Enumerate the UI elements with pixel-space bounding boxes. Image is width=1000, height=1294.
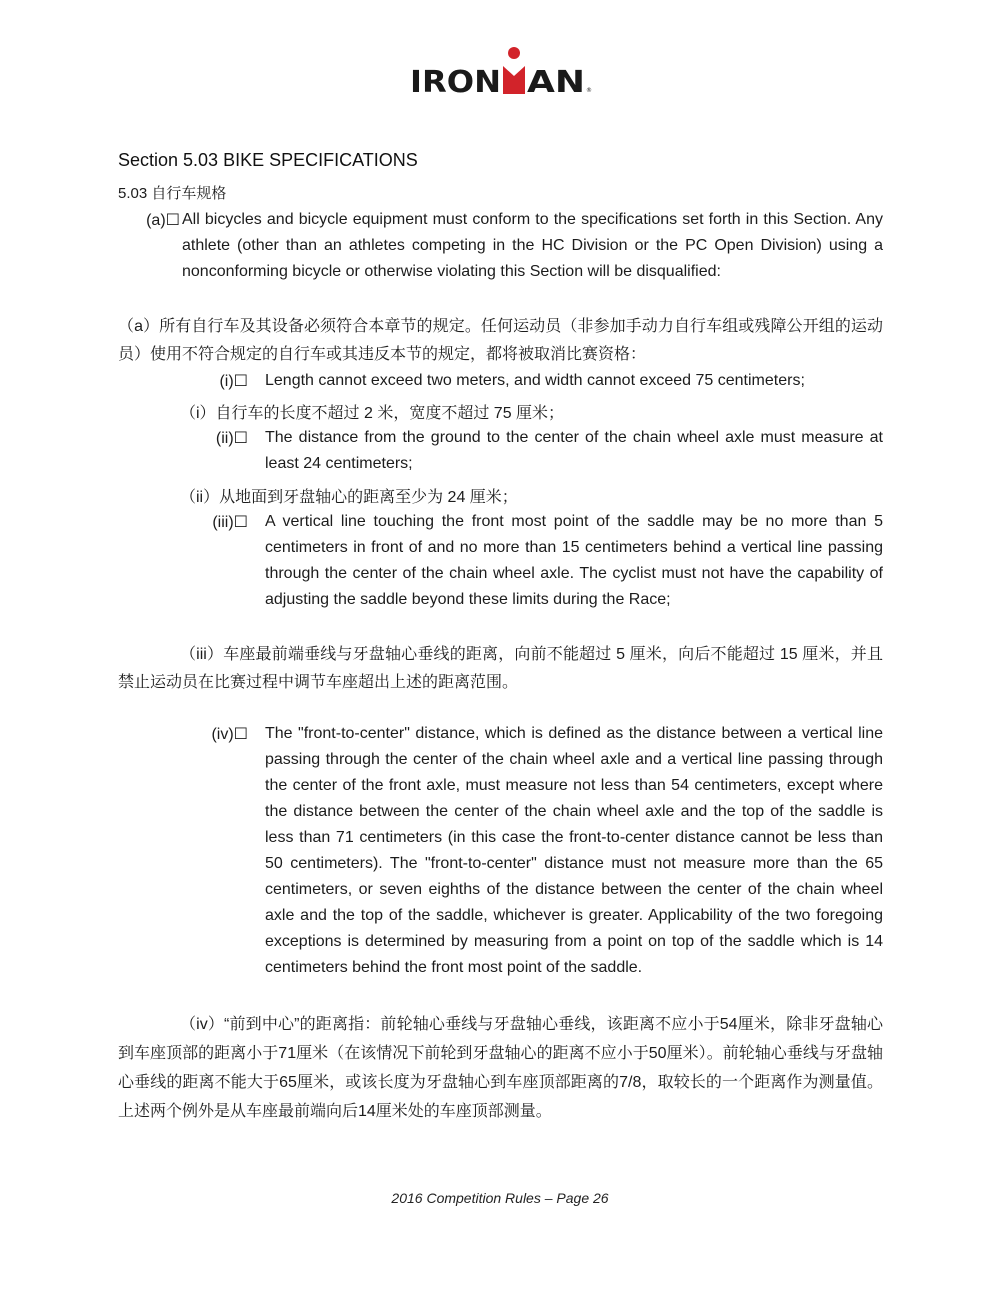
item-iv-zh: （iv）“前到中心”的距离指：前轮轴心垂线与牙盘轴心垂线，该距离不应小于54厘米，除非牙盘轴心到车座顶部的距离小于71厘米（在该情况下前轮到牙盘轴心的距离不应小于50厘米）。前轮轴心垂线与牙盘轴心垂线的距离不能大于65厘米，或该长度为牙盘轴心到车座顶部距离的7/8，取较长的一个距离作为测量值。上述两个例外是从车座最前端向后14厘米处的车座顶部测量。 (118, 1016, 883, 1120)
item-iv-label: (iv)☐ (211, 726, 248, 743)
section-subtitle-zh: 5.03 自行车规格 (118, 185, 227, 202)
item-iv-text: The "front-to-center" distance, which is defined as the distance between a vertical line passing through the center of the chain wheel axle and a vertical line passing through the center of the front axle, must measure not less than 54 centimeters, except where the distance between the center of the chain wheel axle and the top of the saddle is less than 71 centimeters (in this case the front-to-center distance cannot be less than 50 centimeters). The "front-to-center" distance must not measure more than the 65 centimeters, or seven eighths of the distance between the center of the chain wheel axle and the top of the saddle, whichever is greater. Applicability of the two foregoing exceptions is determined by measuring from a point on top of the saddle which is 14 centimeters behind the front most point of the saddle. (265, 725, 883, 976)
item-a-text: All bicycles and bicycle equipment must conform to the specifications set forth in this Section. Any athlete (other than an athletes competing in the HC Division or the PC Open Division) using a nonconforming bicycle or otherwise violating this Section will be disqualified: (182, 211, 883, 280)
item-i-text: Length cannot exceed two meters, and width cannot exceed 75 centimeters; (265, 372, 805, 389)
item-a-label: (a)☐ (146, 212, 180, 229)
item-a-zh: （a）所有自行车及其设备必须符合本章节的规定。任何运动员（非参加手动力自行车组或残障公开组的运动员）使用不符合规定的自行车或其违反本节的规定，都将被取消比赛资格： (118, 318, 883, 363)
section-title: Section 5.03 BIKE SPECIFICATIONS (118, 150, 418, 170)
item-iii-zh: （iii）车座最前端垂线与牙盘轴心垂线的距离，向前不能超过 5 厘米，向后不能超过 15 厘米，并且禁止运动员在比赛过程中调节车座超出上述的距离范围。 (118, 646, 883, 691)
item-ii-text: The distance from the ground to the center of the chain wheel axle must measure at least 24 centimeters; (265, 429, 883, 472)
ironman-logo (410, 46, 592, 100)
svg-text:®: ® (586, 87, 592, 94)
item-iii-label: (iii)☐ (212, 514, 248, 531)
page-footer: 2016 Competition Rules – Page 26 (391, 1190, 609, 1206)
item-ii-zh: （ii）从地面到牙盘轴心的距离至少为 24 厘米； (180, 489, 518, 506)
item-i-label: (i)☐ (219, 373, 248, 390)
item-ii-label: (ii)☐ (215, 430, 248, 447)
svg-text:IRON: IRON (410, 65, 501, 100)
item-iii-text: A vertical line touching the front most point of the saddle may be no more than 5 centimeters in front of and no more than 15 centimeters behind a vertical line passing through the center of the chain wheel axle. The cyclist must not have the capability of adjusting the saddle beyond these limits during the Race; (265, 513, 883, 608)
svg-text:AN: AN (527, 65, 585, 100)
item-i-zh: （i）自行车的长度不超过 2 米，宽度不超过 75 厘米； (180, 405, 565, 422)
